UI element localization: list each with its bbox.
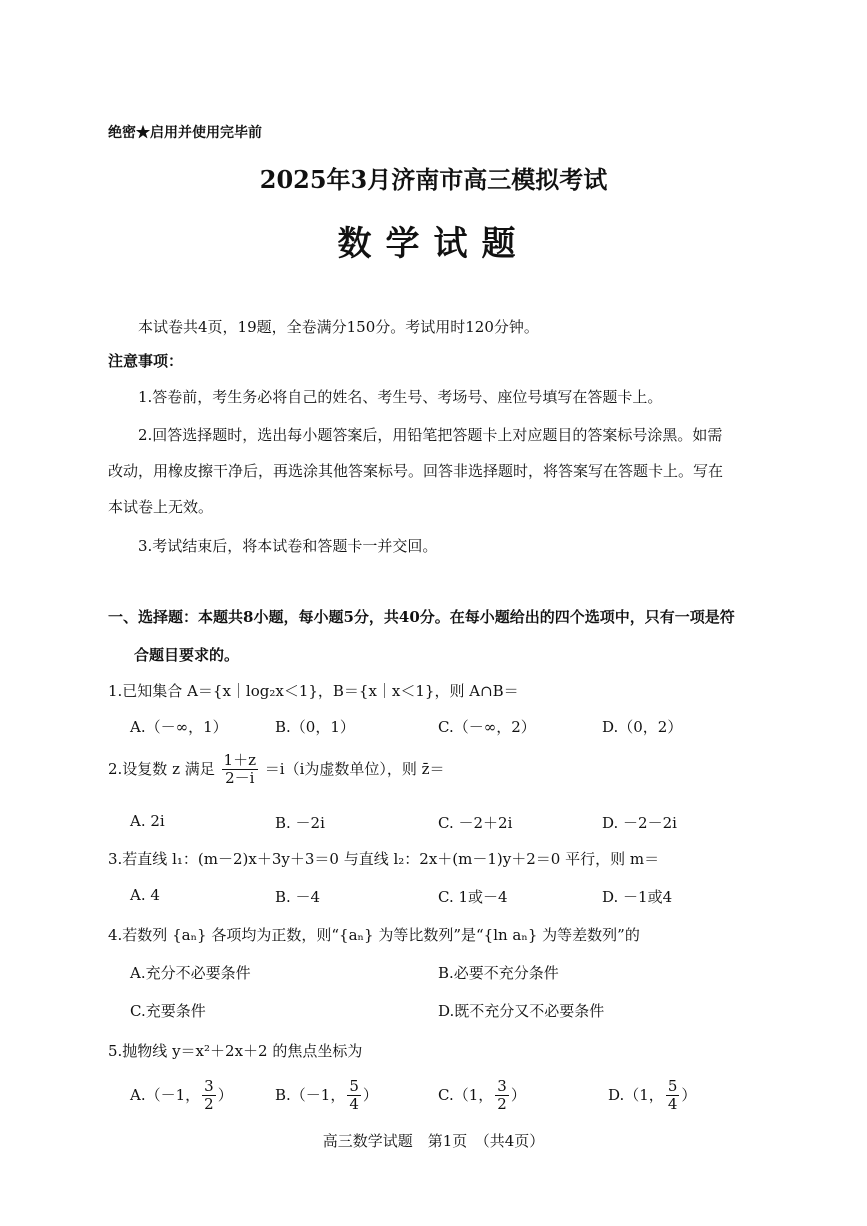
confidential-label: 绝密★启用并使用完毕前 [108, 125, 262, 141]
q3-option-a: A. 4 [130, 886, 160, 904]
section-heading-line1: 一、选择题：本题共8小题，每小题5分，共40分。在每小题给出的四个选项中，只有一项是符 [108, 608, 735, 626]
q2-option-c: C. －2＋2i [438, 814, 513, 832]
q5-option-c-denominator: 2 [497, 1095, 507, 1114]
question-4-stem: 4.若数列 {aₙ} 各项均为正数，则“{aₙ} 为等比数列”是“{ln aₙ} 为等差数列”的 [108, 926, 640, 944]
q1-option-c: C.（－∞，2） [438, 718, 536, 736]
q5-option-d-numerator: 5 [667, 1077, 678, 1095]
notice-2-line3: 本试卷上无效。 [108, 498, 214, 516]
q2-fraction [222, 752, 258, 788]
q1-option-b: B.（0，1） [275, 718, 355, 736]
q5-option-c-pre: C.（1， [438, 1085, 494, 1104]
notice-1: 1.答卷前，考生务必将自己的姓名、考生号、考场号、座位号填写在答题卡上。 [138, 388, 663, 406]
notice-2-line2: 改动，用橡皮擦干净后，再选涂其他答案标号。回答非选择题时，将答案写在答题卡上。写在 [108, 462, 724, 480]
question-1-stem: 1.已知集合 A＝{x｜log₂x＜1}，B＝{x｜x＜1}，则 A∩B＝ [108, 682, 519, 700]
q2-stem-pre: 2.设复数 z 满足 [108, 759, 215, 778]
q5-option-d-pre: D.（1， [608, 1085, 664, 1104]
q5-option-c-post: ） [510, 1085, 526, 1104]
subject-title: 数学试题 [337, 224, 530, 264]
q5-option-a-post: ） [217, 1085, 233, 1104]
q4-option-c: C.充要条件 [130, 1002, 206, 1020]
q2-stem-post: ＝i（i为虚数单位），则 z̄＝ [264, 759, 445, 778]
q5-option-d-post: ） [681, 1085, 697, 1104]
q1-option-a: A.（－∞，1） [130, 718, 228, 736]
q5-option-d [608, 1078, 696, 1114]
q5-option-d-fraction [666, 1078, 680, 1114]
q5-option-b-denominator: 4 [349, 1095, 359, 1114]
q1-option-d: D.（0，2） [602, 718, 683, 736]
q2-fraction-numerator: 1＋z [223, 751, 256, 769]
q3-option-d: D. －1或4 [602, 888, 673, 906]
q3-option-c: C. 1或－4 [438, 888, 508, 906]
question-3-stem: 3.若直线 l₁：(m－2)x＋3y＋3＝0 与直线 l₂：2x＋(m－1)y＋2＝0 平行，则 m＝ [108, 850, 660, 868]
q5-option-c [438, 1078, 526, 1114]
page-footer: 高三数学试题 第1页 （共4页） [322, 1132, 545, 1150]
q5-option-b [275, 1078, 378, 1114]
q5-option-a-numerator: 3 [204, 1077, 214, 1095]
section-heading-line2: 合题目要求的。 [134, 646, 240, 664]
q5-option-a-fraction [202, 1078, 216, 1114]
notice-2-line1: 2.回答选择题时，选出每小题答案后，用铅笔把答题卡上对应题目的答案标号涂黑。如需 [138, 426, 723, 444]
q2-option-a: A. 2i [130, 812, 165, 830]
q4-option-a: A.充分不必要条件 [130, 964, 251, 982]
exam-info: 本试卷共4页，19题，全卷满分150分。考试用时120分钟。 [138, 318, 539, 336]
q5-option-b-post: ） [362, 1085, 378, 1104]
q4-option-d: D.既不充分又不必要条件 [438, 1002, 605, 1020]
notice-3: 3.考试结束后，将本试卷和答题卡一并交回。 [138, 537, 438, 555]
notice-title: 注意事项： [108, 352, 184, 370]
q5-option-c-numerator: 3 [497, 1077, 507, 1095]
question-5-stem: 5.抛物线 y＝x²＋2x＋2 的焦点坐标为 [108, 1042, 363, 1060]
q5-option-c-fraction [495, 1078, 509, 1114]
q5-option-b-fraction [347, 1078, 361, 1114]
exam-title: 2025年3月济南市高三模拟考试 [259, 165, 608, 194]
q2-option-b: B. －2i [275, 814, 325, 832]
q5-option-b-numerator: 5 [349, 1077, 359, 1095]
q2-fraction-denominator: 2－i [225, 769, 255, 788]
q4-option-b: B.必要不充分条件 [438, 964, 559, 982]
q3-option-b: B. －4 [275, 888, 321, 906]
q5-option-a-pre: A.（－1， [130, 1085, 201, 1104]
q5-option-a-denominator: 2 [204, 1095, 214, 1114]
q5-option-b-pre: B.（－1， [275, 1085, 346, 1104]
q2-option-d: D. －2－2i [602, 814, 677, 832]
q5-option-a [130, 1078, 233, 1114]
q5-option-d-denominator: 4 [667, 1095, 678, 1114]
question-2-stem [108, 752, 445, 788]
